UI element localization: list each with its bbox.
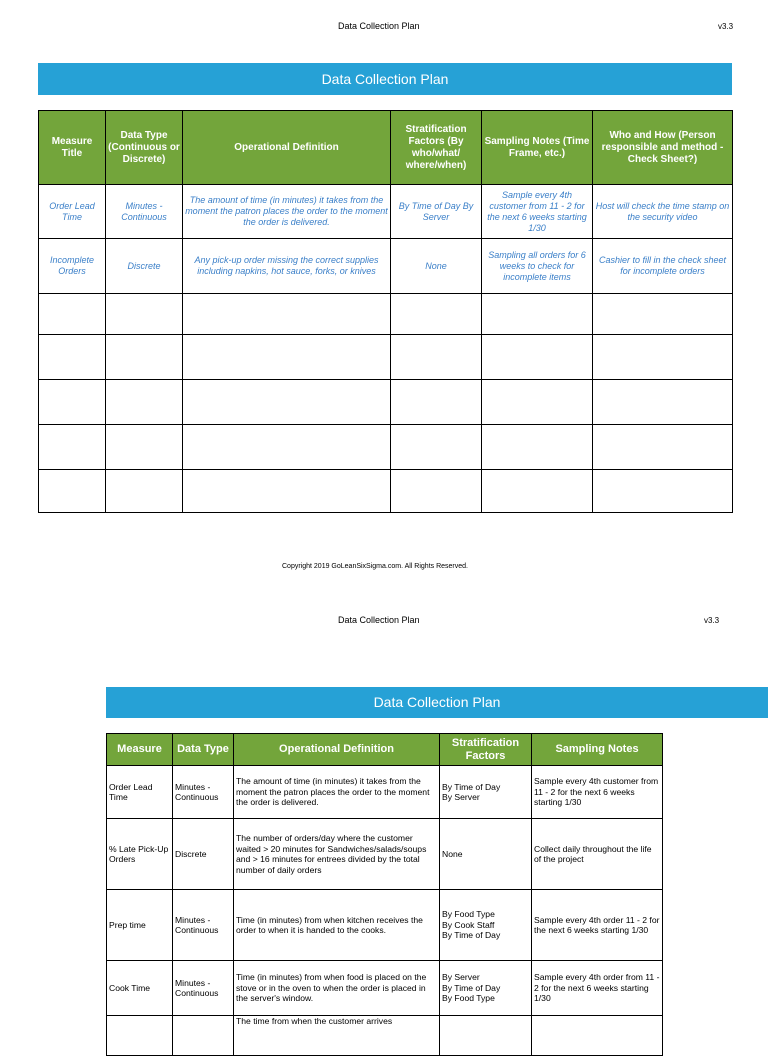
cell: By Time of Day By Server	[391, 185, 482, 239]
empty-row	[39, 294, 733, 335]
col-operational-definition: Operational Definition	[183, 111, 391, 185]
cell: Host will check the time stamp on the security video	[593, 185, 733, 239]
col-who-and-how: Who and How (Person responsible and method - Check Sheet?)	[593, 111, 733, 185]
cell	[532, 1016, 663, 1056]
page1-table	[38, 110, 733, 513]
col-sampling-notes: Sampling Notes	[532, 734, 663, 766]
cell: Sample every 4th customer from 11 - 2 for the next 6 weeks starting 1/30	[482, 185, 593, 239]
col-sampling-notes: Sampling Notes (Time Frame, etc.)	[482, 111, 593, 185]
cell: Sample every 4th customer from 11 - 2 for the next 6 weeks starting 1/30	[532, 766, 663, 819]
cell: The amount of time (in minutes) it takes from the moment the patron places the order to the moment the order is delivered.	[183, 185, 391, 239]
cell: Any pick-up order missing the correct supplies including napkins, hot sauce, forks, or knives	[183, 239, 391, 294]
page1-banner: Data Collection Plan	[38, 63, 732, 95]
table-row	[107, 819, 663, 890]
page2-header-row	[107, 734, 663, 766]
table-row	[39, 185, 733, 239]
empty-row	[39, 380, 733, 425]
page2-header-title: Data Collection Plan	[338, 615, 420, 625]
cell: The time from when the customer arrives	[234, 1016, 440, 1056]
page1-header-title: Data Collection Plan	[338, 21, 420, 31]
cell: By Food Type By Cook Staff By Time of Day	[440, 890, 532, 961]
cell: Discrete	[173, 819, 234, 890]
empty-row	[39, 470, 733, 513]
cell: Cashier to fill in the check sheet for incomplete orders	[593, 239, 733, 294]
cell: By Server By Time of Day By Food Type	[440, 961, 532, 1016]
col-data-type: Data Type	[173, 734, 234, 766]
col-measure: Measure	[107, 734, 173, 766]
page2-version: v3.3	[704, 616, 720, 625]
cell: By Time of Day By Server	[440, 766, 532, 819]
table-row	[107, 961, 663, 1016]
empty-row	[39, 335, 733, 380]
cell: Collect daily throughout the life of the project	[532, 819, 663, 890]
table-row	[107, 766, 663, 819]
page2-banner: Data Collection Plan	[106, 687, 768, 718]
table-row	[107, 890, 663, 961]
cell: Discrete	[106, 239, 183, 294]
cell: The number of orders/day where the customer waited > 20 minutes for Sandwiches/salads/soups and > 16 minutes for entrees divided by the total number of daily orders	[234, 819, 440, 890]
cell: % Late Pick-Up Orders	[107, 819, 173, 890]
page2-table	[106, 733, 663, 1056]
cell: Sampling all orders for 6 weeks to check for incomplete items	[482, 239, 593, 294]
page1-header-row	[39, 111, 733, 185]
col-data-type: Data Type (Continuous or Discrete)	[106, 111, 183, 185]
cell: Minutes - Continuous	[173, 961, 234, 1016]
cell	[107, 1016, 173, 1056]
cell: Minutes - Continuous	[106, 185, 183, 239]
cell: Order Lead Time	[39, 185, 106, 239]
col-measure-title: Measure Title	[39, 111, 106, 185]
copyright-text: Copyright 2019 GoLeanSixSigma.com. All Rights Reserved.	[282, 563, 468, 570]
cell: Incomplete Orders	[39, 239, 106, 294]
table-row	[39, 239, 733, 294]
col-operational-definition: Operational Definition	[234, 734, 440, 766]
cell: None	[440, 819, 532, 890]
cell	[440, 1016, 532, 1056]
cell: Minutes - Continuous	[173, 890, 234, 961]
cell: Minutes - Continuous	[173, 766, 234, 819]
cell: Order Lead Time	[107, 766, 173, 819]
cell: None	[391, 239, 482, 294]
table-row	[107, 1016, 663, 1056]
col-stratification-factors: Stratification Factors	[440, 734, 532, 766]
cell: Cook Time	[107, 961, 173, 1016]
cell: The amount of time (in minutes) it takes from the moment the patron places the order to the moment the order is delivered.	[234, 766, 440, 819]
empty-row	[39, 425, 733, 470]
cell	[173, 1016, 234, 1056]
page1-version: v3.3	[718, 22, 734, 31]
cell: Sample every 4th order from 11 - 2 for the next 6 weeks starting 1/30	[532, 961, 663, 1016]
cell: Prep time	[107, 890, 173, 961]
cell: Time (in minutes) from when kitchen receives the order to when it is handed to the cooks.	[234, 890, 440, 961]
cell: Sample every 4th order 11 - 2 for the next 6 weeks starting 1/30	[532, 890, 663, 961]
cell: Time (in minutes) from when food is placed on the stove or in the oven to when the order is placed in the server's window.	[234, 961, 440, 1016]
col-stratification-factors: Stratification Factors (By who/what/ where/when)	[391, 111, 482, 185]
